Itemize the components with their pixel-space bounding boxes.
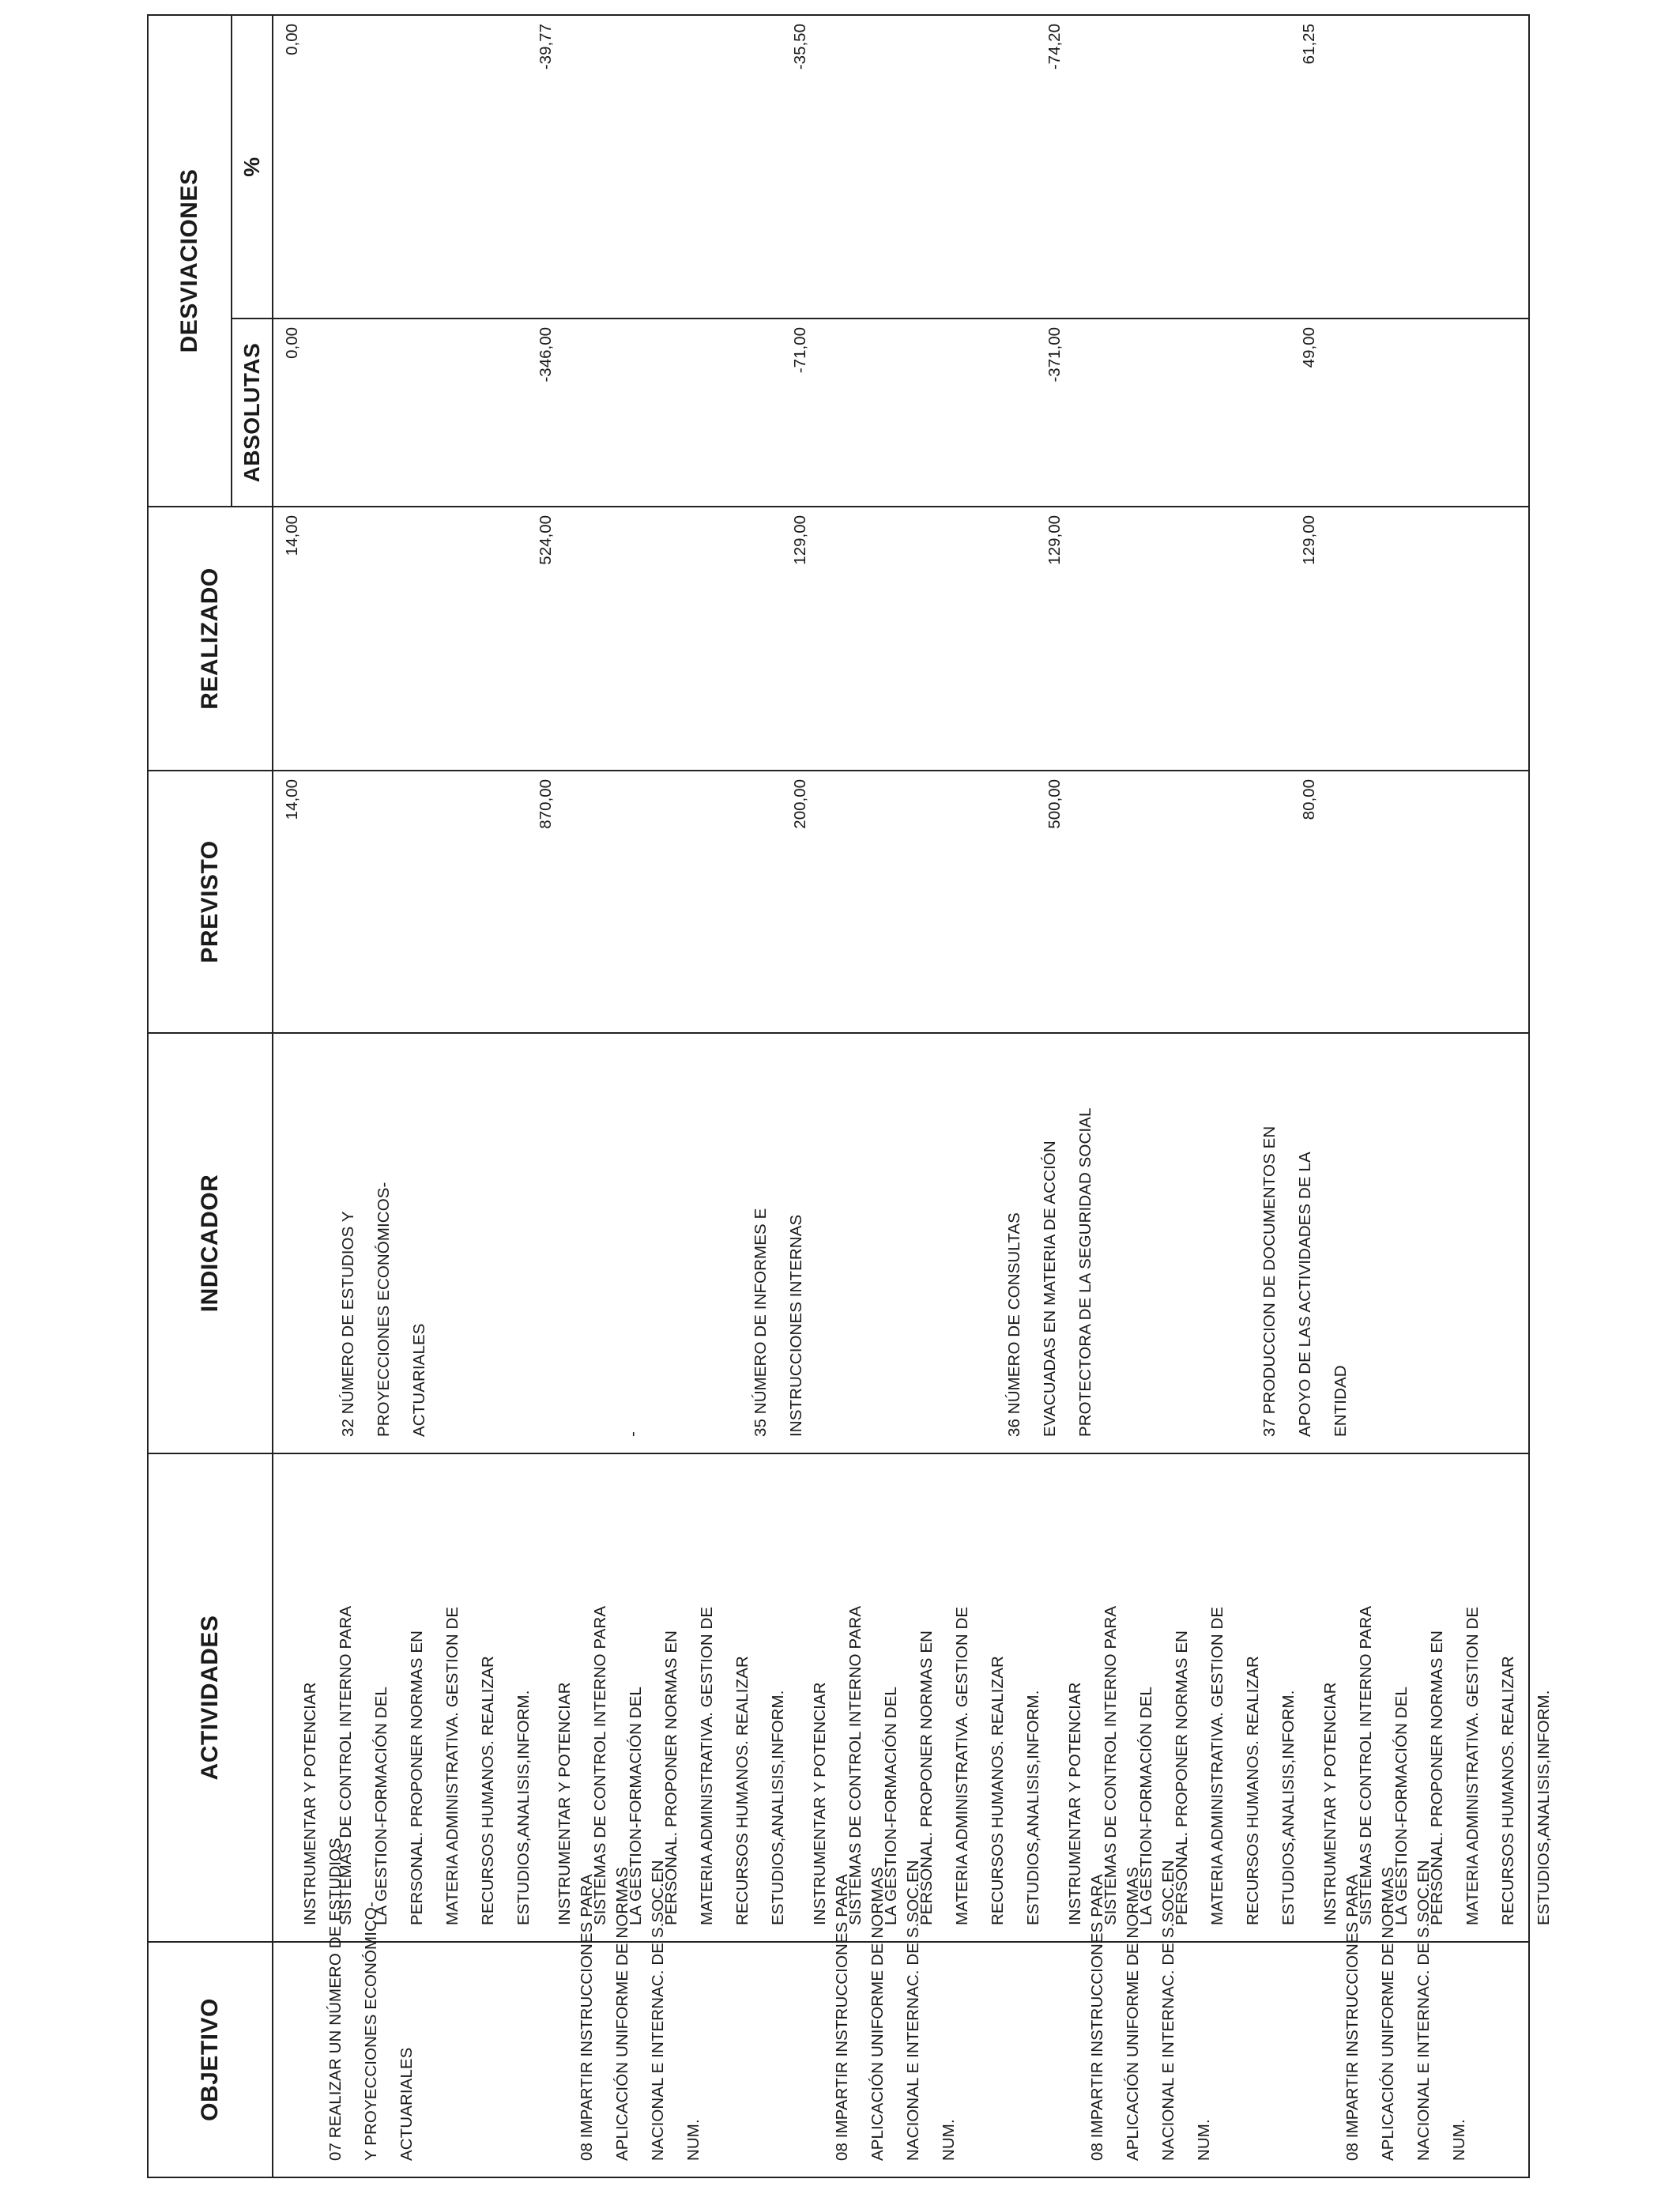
column-absolutas (273, 319, 1529, 507)
realizado-value: 524,00 (537, 515, 555, 565)
indicador-line: EVACUADAS EN MATERIA DE ACCIÓN (1041, 1140, 1059, 1437)
objetivo-line: ACTUARIALES (397, 2047, 416, 2161)
indicador-line: 36 NÚMERO DE CONSULTAS (1005, 1212, 1023, 1437)
actividades-line: ESTUDIOS,ANALISIS,INFORM. (1024, 1690, 1042, 1925)
indicador-block (996, 1108, 1103, 1437)
actividades-line: ESTUDIOS,ANALISIS,INFORM. (769, 1690, 787, 1925)
actividades-line: ESTUDIOS,ANALISIS,INFORM. (514, 1690, 533, 1925)
objetivo-line: NACIONAL E INTERNAC. DE S.SOC.EN (904, 1860, 922, 2161)
absolutas-value: 0,00 (283, 327, 301, 359)
objetivo-line: APLICACIÓN UNIFORME DE NORMAS (1379, 1867, 1397, 2161)
actividades-line: PERSONAL. PROPONER NORMAS EN (662, 1630, 680, 1925)
actividades-block (1313, 1606, 1561, 1925)
indicador-block (330, 1182, 437, 1437)
actividades-line: SISTEMAS DE CONTROL INTERNO PARA (337, 1605, 355, 1925)
actividades-line: PERSONAL. PROPONER NORMAS EN (408, 1630, 426, 1925)
objetivo-line: NACIONAL E INTERNAC. DE S.SOC.EN (649, 1860, 667, 2161)
actividades-line: MATERIA ADMINISTRATIVA. GESTION DE (443, 1606, 461, 1925)
absolutas-value: 49,00 (1300, 327, 1318, 368)
indicador-block (1252, 1126, 1358, 1437)
column-realizado (273, 507, 1529, 771)
actividades-line: INSTRUMENTAR Y POTENCIAR (1066, 1682, 1084, 1925)
absolutas-value: -346,00 (537, 327, 555, 383)
actividades-line: RECURSOS HUMANOS. REALIZAR (989, 1656, 1007, 1925)
actividades-block (292, 1606, 541, 1925)
objectives-table (147, 14, 1553, 2178)
objetivo-line: APLICACIÓN UNIFORME DE NORMAS (1124, 1867, 1142, 2161)
actividades-line: ESTUDIOS,ANALISIS,INFORM. (1535, 1690, 1553, 1925)
actividades-line: MATERIA ADMINISTRATIVA. GESTION DE (1208, 1606, 1226, 1925)
actividades-line: MATERIA ADMINISTRATIVA. GESTION DE (1463, 1606, 1482, 1925)
actividades-line: RECURSOS HUMANOS. REALIZAR (1499, 1656, 1517, 1925)
actividades-line: INSTRUMENTAR Y POTENCIAR (301, 1682, 319, 1925)
actividades-line: RECURSOS HUMANOS. REALIZAR (733, 1656, 751, 1925)
objetivo-line: 08 IMPARTIR INSTRUCCIONES PARA (833, 1874, 851, 2161)
actividades-block (1057, 1606, 1306, 1925)
actividades-line: INSTRUMENTAR Y POTENCIAR (556, 1682, 574, 1925)
actividades-line: ESTUDIOS,ANALISIS,INFORM. (1279, 1690, 1298, 1925)
header-previsto: PREVISTO (148, 771, 273, 1033)
absolutas-value: -371,00 (1045, 327, 1064, 383)
actividades-line: RECURSOS HUMANOS. REALIZAR (479, 1656, 497, 1925)
actividades-line: SISTEMAS DE CONTROL INTERNO PARA (1357, 1605, 1375, 1925)
realizado-value: 129,00 (1045, 515, 1064, 565)
objetivo-line: 08 IMPARTIR INSTRUCCIONES PARA (1088, 1874, 1106, 2161)
actividades-line: INSTRUMENTAR Y POTENCIAR (1321, 1682, 1339, 1925)
actividades-line: LA GESTION-FORMACIÓN DEL (1392, 1687, 1411, 1925)
actividades-line: LA GESTION-FORMACIÓN DEL (882, 1687, 900, 1925)
actividades-line: LA GESTION-FORMACIÓN DEL (372, 1687, 390, 1925)
indicador-line: INSTRUCCIONES INTERNAS (787, 1214, 805, 1437)
objetivo-line: APLICACIÓN UNIFORME DE NORMAS (613, 1867, 631, 2161)
objetivo-line: NACIONAL E INTERNAC. DE S.SOC.EN (1414, 1860, 1433, 2161)
indicador-line: APOYO DE LAS ACTIVIDADES DE LA (1296, 1152, 1314, 1437)
objetivo-line: 08 IMPARTIR INSTRUCCIONES PARA (1343, 1874, 1362, 2161)
actividades-line: LA GESTION-FORMACIÓN DEL (1137, 1687, 1155, 1925)
actividades-block (547, 1606, 796, 1925)
indicador-line: PROYECCIONES ECONÓMICOS- (375, 1182, 393, 1437)
indicador-block (743, 1208, 814, 1437)
previsto-value: 80,00 (1300, 779, 1318, 820)
indicador-line: 37 PRODUCCION DE DOCUMENTOS EN (1260, 1125, 1279, 1437)
objetivo-line: 07 REALIZAR UN NÚMERO DE ESTUDIOS (326, 1838, 345, 2161)
header-realizado: REALIZADO (148, 507, 273, 771)
porcentaje-value: -39,77 (537, 24, 555, 70)
column-actividades (273, 1453, 1553, 1942)
header-absolutas: ABSOLUTAS (232, 319, 273, 507)
header-porcentaje: % (232, 15, 273, 319)
previsto-value: 500,00 (1045, 779, 1064, 829)
column-previsto (273, 771, 1529, 1033)
realizado-value: 129,00 (791, 515, 809, 565)
actividades-line: PERSONAL. PROPONER NORMAS EN (1428, 1630, 1446, 1925)
actividades-line: SISTEMAS DE CONTROL INTERNO PARA (1102, 1605, 1120, 1925)
previsto-value: 200,00 (791, 779, 809, 829)
realizado-value: 129,00 (1300, 515, 1318, 565)
header-indicador: INDICADOR (148, 1033, 273, 1453)
objetivo-line: NACIONAL E INTERNAC. DE S.SOC.EN (1159, 1860, 1177, 2161)
porcentaje-value: -74,20 (1045, 24, 1064, 70)
objetivo-line: NUM. (940, 2119, 958, 2161)
objetivo-line: NUM. (684, 2119, 703, 2161)
actividades-line: INSTRUMENTAR Y POTENCIAR (811, 1682, 829, 1925)
header-desviaciones: DESVIACIONES (148, 15, 232, 507)
porcentaje-value: 0,00 (283, 24, 301, 55)
objetivo-line: 08 IMPARTIR INSTRUCCIONES PARA (578, 1874, 596, 2161)
indicador-line: - (623, 1431, 642, 1437)
actividades-block (802, 1606, 1051, 1925)
actividades-line: RECURSOS HUMANOS. REALIZAR (1244, 1656, 1262, 1925)
actividades-line: MATERIA ADMINISTRATIVA. GESTION DE (698, 1606, 716, 1925)
header-actividades: ACTIVIDADES (148, 1453, 273, 1942)
column-porcentaje (273, 15, 1529, 319)
indicador-line: 35 NÚMERO DE INFORMES E (751, 1208, 770, 1437)
porcentaje-value: -35,50 (791, 24, 809, 70)
porcentaje-value: 61,25 (1300, 24, 1318, 65)
realizado-value: 14,00 (283, 515, 301, 556)
indicador-line: 32 NÚMERO DE ESTUDIOS Y (339, 1211, 357, 1437)
absolutas-value: -71,00 (791, 327, 809, 374)
actividades-line: LA GESTION-FORMACIÓN DEL (627, 1687, 645, 1925)
indicador-block (615, 1431, 650, 1437)
objetivo-line: APLICACIÓN UNIFORME DE NORMAS (868, 1867, 887, 2161)
header-objetivo: OBJETIVO (148, 1942, 273, 2177)
objetivo-line: NUM. (1450, 2119, 1468, 2161)
objetivo-line: Y PROYECCIONES ECONÓMICO- (362, 1902, 380, 2161)
actividades-line: SISTEMAS DE CONTROL INTERNO PARA (591, 1605, 609, 1925)
actividades-line: PERSONAL. PROPONER NORMAS EN (1173, 1630, 1191, 1925)
indicador-line: PROTECTORA DE LA SEGURIDAD SOCIAL (1076, 1107, 1094, 1437)
column-indicador (273, 1033, 1529, 1453)
indicador-line: ACTUARIALES (410, 1323, 428, 1437)
actividades-line: MATERIA ADMINISTRATIVA. GESTION DE (953, 1606, 971, 1925)
previsto-value: 870,00 (537, 779, 555, 829)
previsto-value: 14,00 (283, 779, 301, 820)
actividades-line: SISTEMAS DE CONTROL INTERNO PARA (846, 1605, 864, 1925)
actividades-line: PERSONAL. PROPONER NORMAS EN (917, 1630, 936, 1925)
indicador-line: ENTIDAD (1332, 1365, 1350, 1437)
column-objetivo (273, 1838, 1529, 2177)
objetivo-line: NUM. (1195, 2119, 1213, 2161)
